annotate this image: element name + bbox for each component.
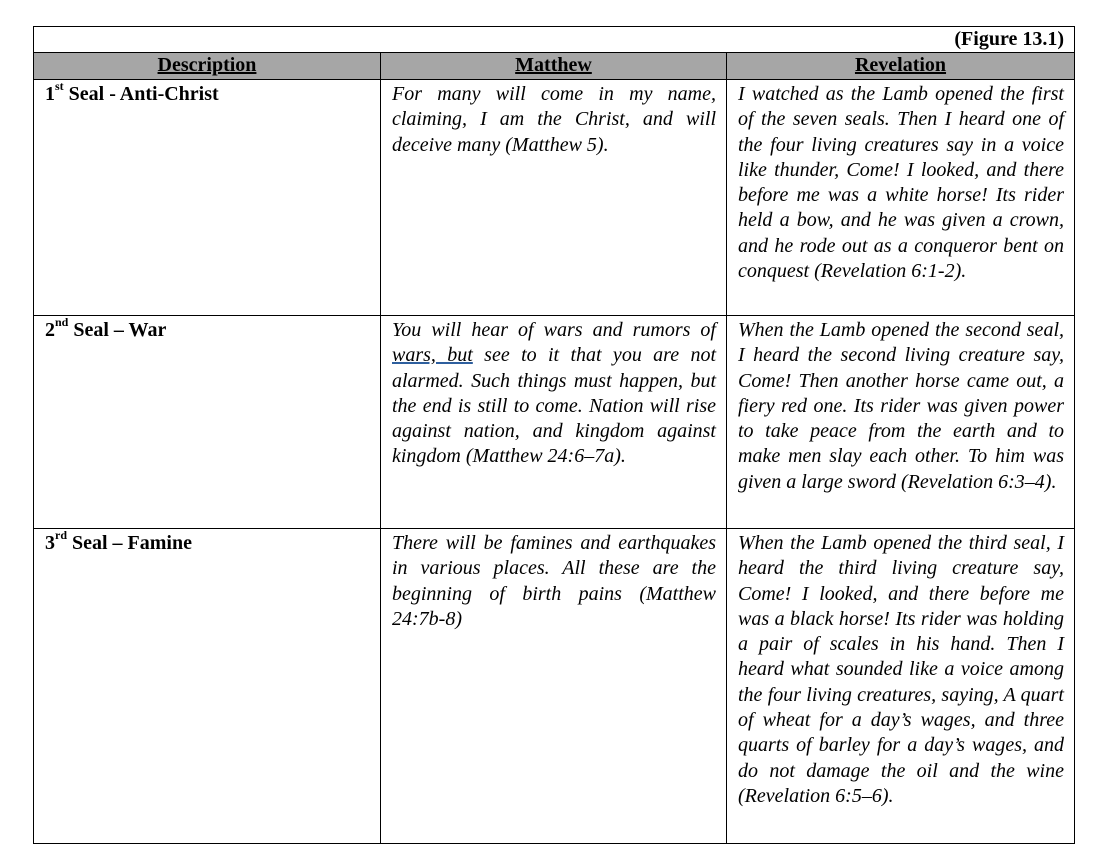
header-revelation: Revelation	[727, 53, 1075, 80]
seal-title: Seal – War	[68, 319, 167, 341]
revelation-quote: When the Lamb opened the third seal, I heard the third living creature say, Come! I looked, and there before me was a black horse! Its rider was holding a pair of scales in his hand. Then I heard what sounded like a voice among the four living creatures, saying, A quart of wheat for a day’s wages, and three quarts of barley for a day’s wages, and do not damage the oil and the wine (Revelation 6:5–6).	[727, 529, 1075, 844]
figure-caption-row	[34, 27, 1075, 53]
matthew-quote-part2: see to it that you are not alarmed. Such things must happen, but the end is still to come. Nation will rise against nation, and kingdom against kingdom (Matthew 24:6–7a).	[392, 344, 717, 468]
matthew-quote: There will be famines and earthquakes in various places. All these are the beginning of birth pains (Matthew 24:7b-8)	[381, 529, 727, 844]
seal-description	[34, 80, 381, 316]
seal-number: 2	[45, 319, 55, 341]
revelation-quote: When the Lamb opened the second seal, I heard the second living creature say, Come! Then another horse came out, a fiery red one. Its rider was given power to take peace from the earth and to make men slay each other. To him was given a large sword (Revelation 6:3–4).	[727, 316, 1075, 529]
revelation-quote: I watched as the Lamb opened the first of the seven seals. Then I heard one of the four living creatures say in a voice like thunder, Come! I looked, and there before me was a white horse! Its rider held a bow, and he was given a crown, and he rode out as a conqueror bent on conquest (Revelation 6:1-2).	[727, 80, 1075, 316]
table-row	[34, 316, 1075, 529]
seal-number: 1	[45, 83, 55, 105]
matthew-quote-underlined: wars, but	[392, 344, 473, 367]
header-description: Description	[34, 53, 381, 80]
table-row	[34, 80, 1075, 316]
seals-comparison-table	[33, 26, 1075, 844]
seal-ordinal-suffix: st	[55, 79, 64, 94]
header-matthew: Matthew	[381, 53, 727, 80]
seal-ordinal-suffix: rd	[55, 528, 67, 543]
seal-title: Seal - Anti-Christ	[63, 83, 219, 105]
matthew-quote	[381, 316, 727, 529]
header-row	[34, 53, 1075, 80]
matthew-quote-part1: You will hear of wars and rumors of	[392, 319, 716, 341]
matthew-quote: For many will come in my name, claiming, I am the Christ, and will deceive many (Matthew 5).	[381, 80, 727, 316]
seal-ordinal-suffix: nd	[55, 315, 69, 330]
figure-label: (Figure 13.1)	[34, 27, 1075, 53]
seal-description	[34, 529, 381, 844]
seal-number: 3	[45, 532, 55, 554]
seal-description	[34, 316, 381, 529]
table-row	[34, 529, 1075, 844]
seal-title: Seal – Famine	[67, 532, 192, 554]
